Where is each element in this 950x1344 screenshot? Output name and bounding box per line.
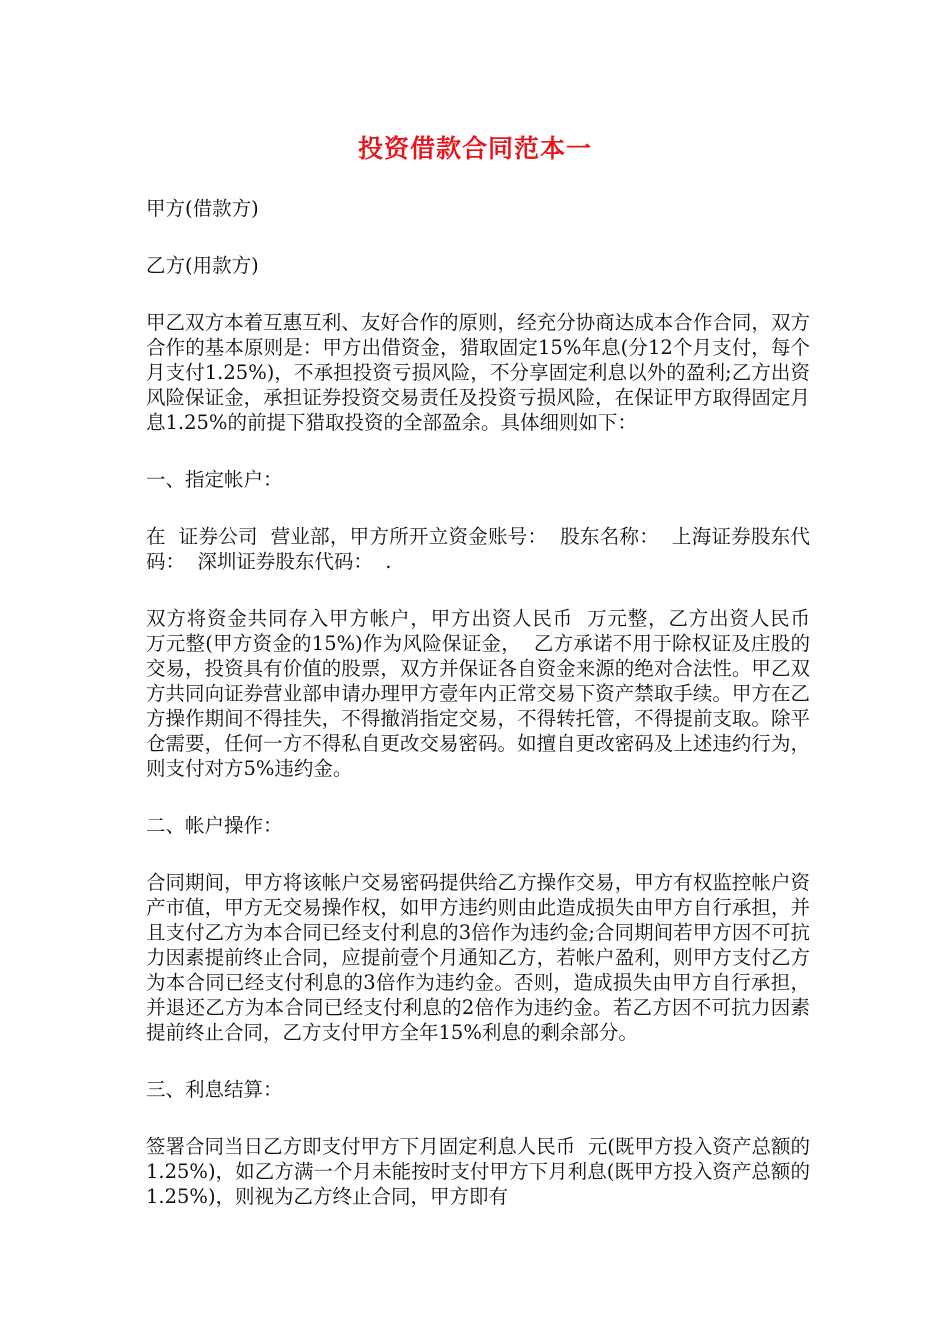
interest-settlement-paragraph: 签署合同当日乙方即支付甲方下月固定利息人民币 元(既甲方投入资产总额的1.25%)，如乙方满一个月未能按时支付甲方下月利息(既甲方投入资产总额的1.25%)，则视为乙方终止合同，甲方即有 [146,1135,810,1208]
party-b-line: 乙方(用款方) [146,254,259,277]
section-heading-2: 二、帐户操作： [146,814,283,837]
section-heading-1: 一、指定帐户： [146,468,283,491]
document-body [146,196,823,1241]
account-details-paragraph: 在 证券公司 营业部，甲方所开立资金账号： 股东名称： 上海证券股东代码： 深圳证券股东代码： . [146,525,810,573]
funds-paragraph: 双方将资金共同存入甲方帐户，甲方出资人民币 万元整，乙方出资人民币 万元整(甲方资金的15%)作为风险保证金， 乙方承诺不用于除权证及庄股的交易，投资具有价值的股票，双方并保证各自资金来源的绝对合法性。甲乙双方共同向证券营业部申请办理甲方壹年内正常交易下资产禁取手续。甲方在乙方操作期间不得挂失，不得撤消指定交易，不得转托管，不得提前支取。除平仓需要，任何一方不得私自更改交易密码。如擅自更改密码及上述违约行为，则支付对方5%违约金。 [146,607,823,780]
party-a-line: 甲方(借款方) [146,197,259,220]
document-title: 投资借款合同范本一 [357,134,592,163]
account-operation-paragraph: 合同期间，甲方将该帐户交易密码提供给乙方操作交易，甲方有权监控帐户资产市值，甲方无交易操作权，如甲方违约则由此造成损失由甲方自行承担，并且支付乙方为本合同已经支付利息的3倍作为违约金;合同期间若甲方因不可抗力因素提前终止合同，应提前壹个月通知乙方，若帐户盈利，则甲方支付乙方为本合同已经支付利息的3倍作为违约金。否则，造成损失由甲方自行承担，并退还乙方为本合同已经支付利息的2倍作为违约金。若乙方因不可抗力因素提前终止合同，乙方支付甲方全年15%利息的剩余部分。 [146,871,810,1044]
preamble-paragraph: 甲乙双方本着互惠互利、友好合作的原则，经充分协商达成本合作合同，双方合作的基本原则是：甲方出借资金，猎取固定15%年息(分12个月支付，每个月支付1.25%)，不承担投资亏损风险，不分享固定利息以外的盈利;乙方出资风险保证金，承担证券投资交易责任及投资亏损风险，在保证甲方取得固定月息1.25%的前提下猎取投资的全部盈余。具体细则如下： [146,311,810,434]
section-heading-3: 三、利息结算： [146,1078,283,1101]
